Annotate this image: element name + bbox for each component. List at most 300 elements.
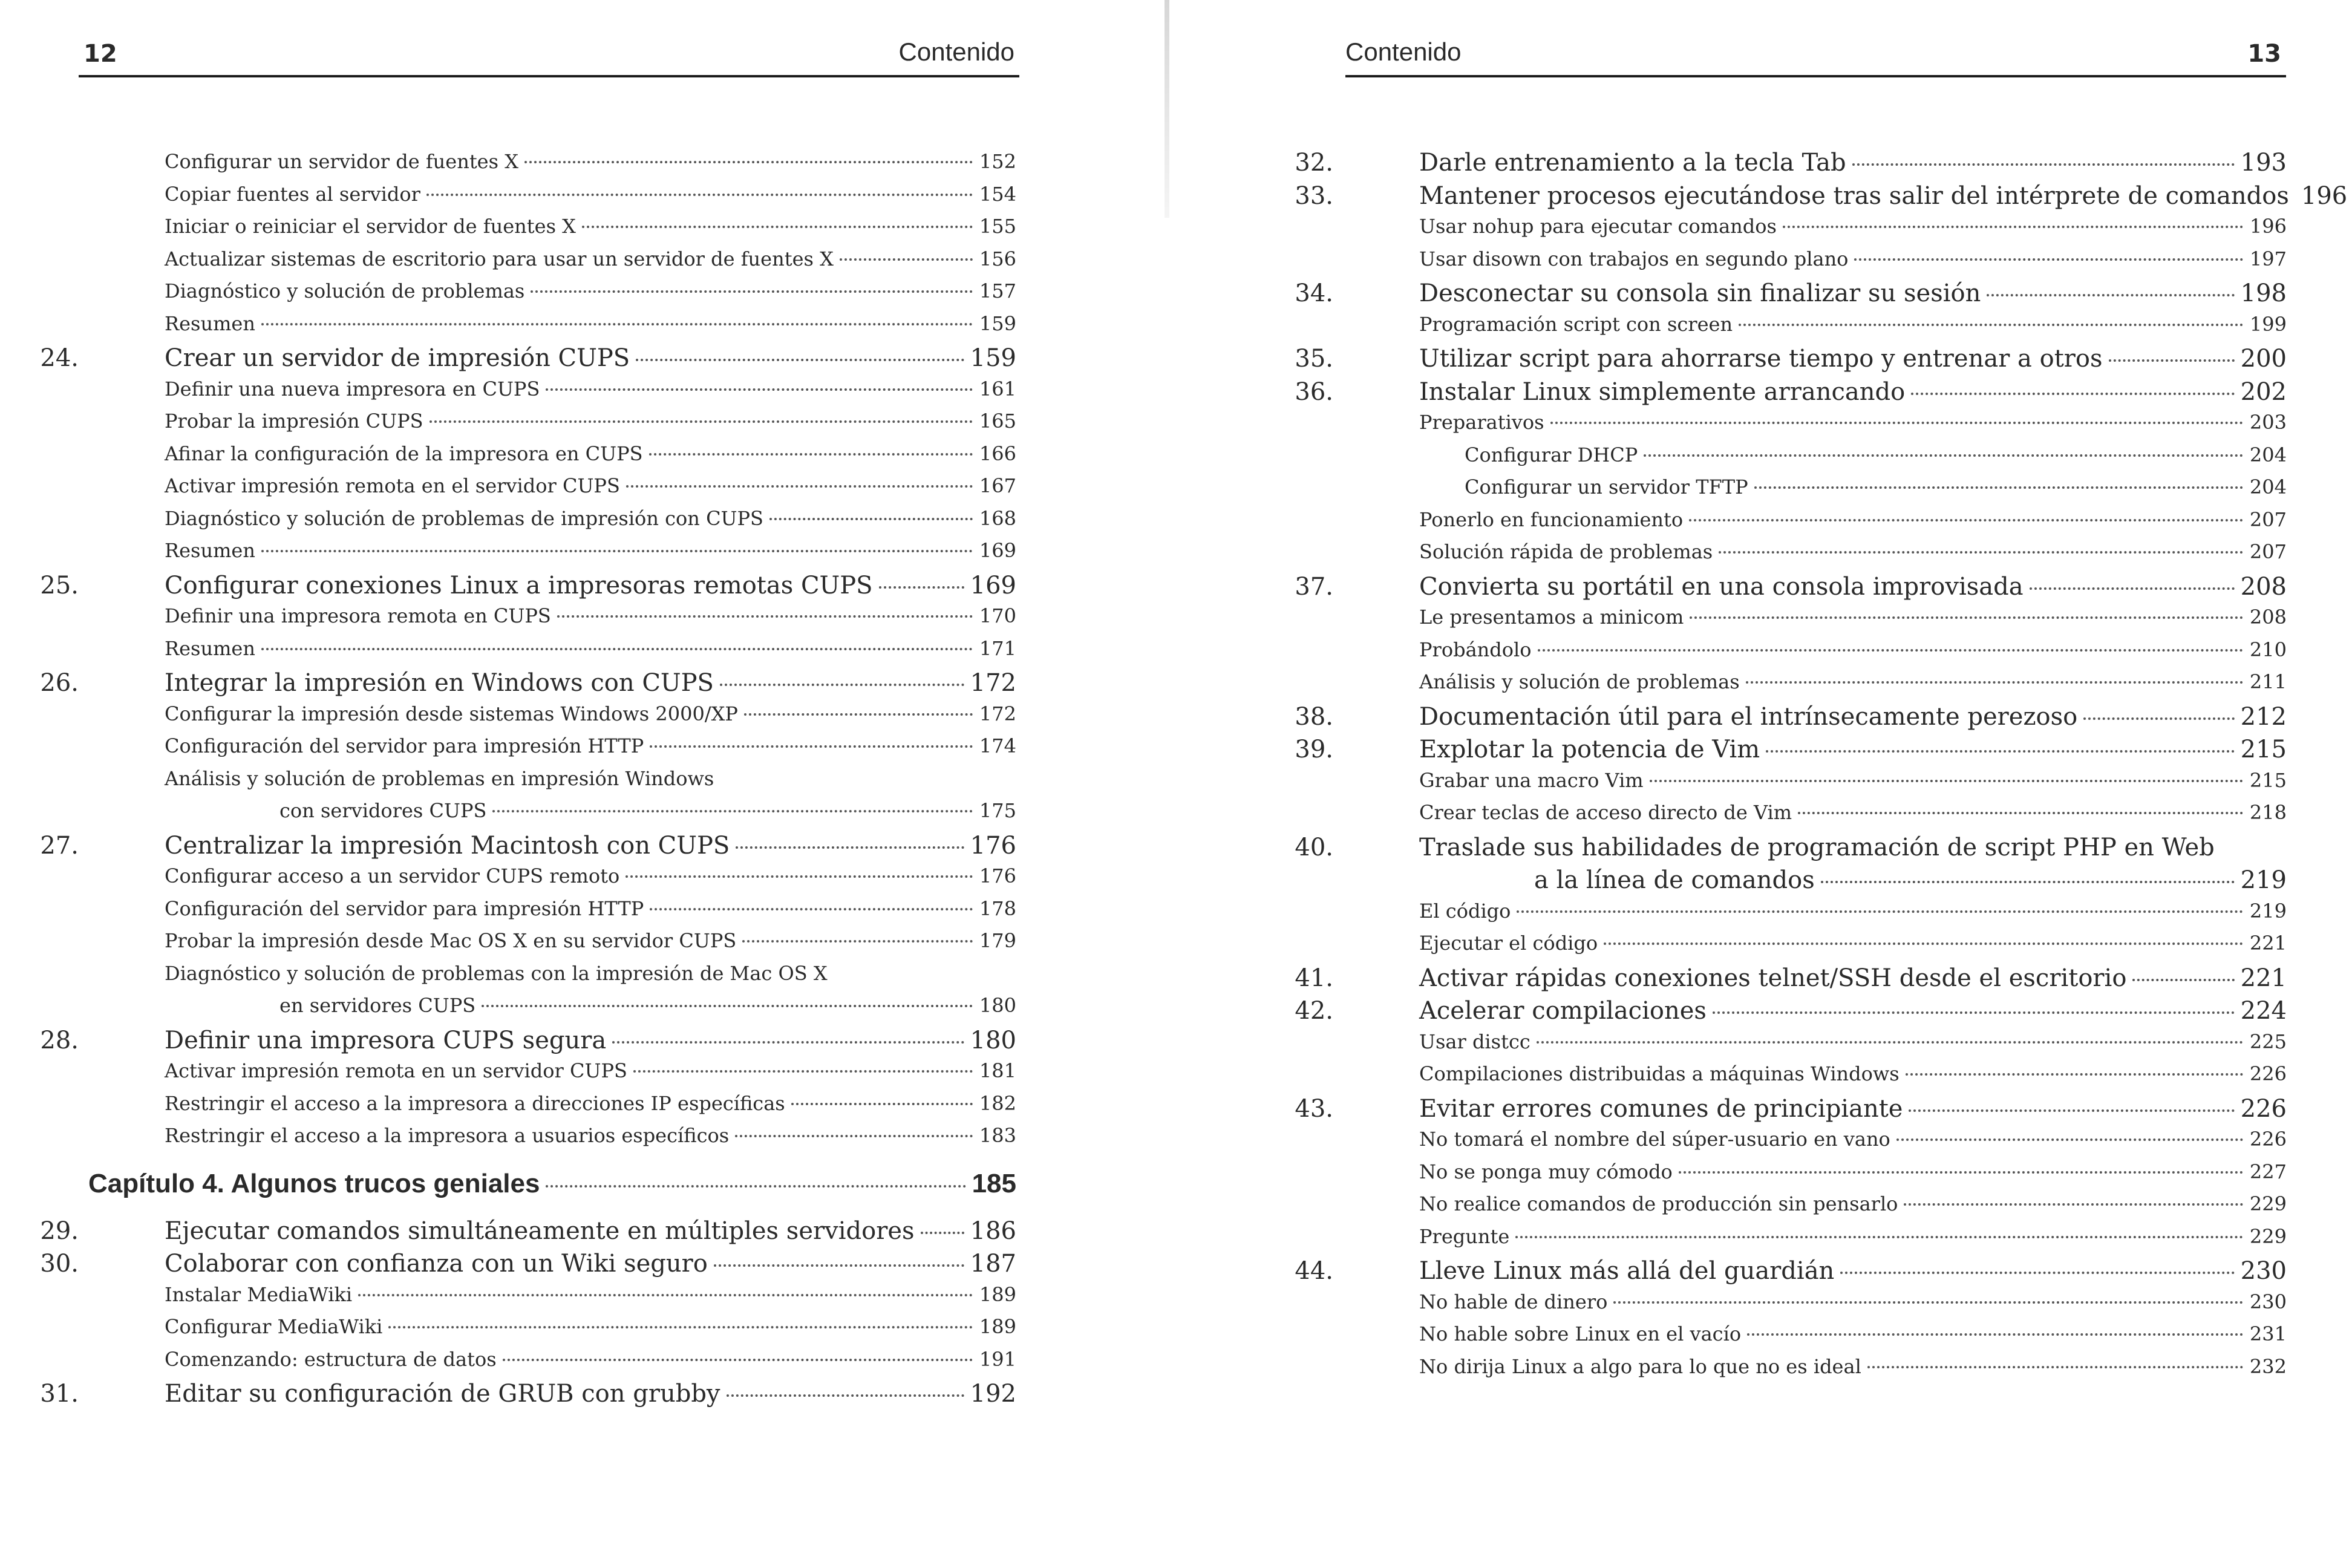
leader-dots <box>1906 1073 2243 1076</box>
entry-title: Compilaciones distribuidas a máquinas Windows <box>1419 1062 1900 1085</box>
section-number: 35. <box>1295 345 1333 373</box>
leader-dots <box>1537 1041 2243 1044</box>
toc-entry <box>1345 801 2287 834</box>
leader-dots <box>1650 780 2243 782</box>
toc-entry <box>1345 769 2287 802</box>
entry-title: Configuración del servidor para impresión HTTP <box>165 897 644 920</box>
entry-page-number: 210 <box>2249 638 2287 661</box>
leader-dots <box>1821 881 2235 883</box>
toc-entry <box>91 183 1016 215</box>
toc-section <box>1295 736 2287 769</box>
toc-section <box>1295 1094 2287 1128</box>
entry-title: Capítulo 4. Algunos trucos geniales <box>88 1168 540 1198</box>
leader-dots <box>626 485 973 488</box>
toc-section <box>40 669 1016 702</box>
entry-page-number: 191 <box>979 1347 1016 1371</box>
toc-section <box>1295 572 2287 606</box>
section-number: 24. <box>40 344 79 372</box>
entry-page-number: 189 <box>979 1282 1016 1306</box>
toc-section <box>1295 149 2287 182</box>
leader-dots <box>840 258 973 261</box>
leader-dots <box>921 1232 964 1234</box>
entry-title: Activar impresión remota en un servidor CUPS <box>165 1059 627 1082</box>
entry-page-number: 212 <box>2240 702 2287 731</box>
toc-entry <box>91 474 1016 507</box>
entry-page-number: 196 <box>2301 181 2348 210</box>
toc-entry <box>91 1315 1016 1348</box>
toc-entry <box>1345 900 2287 932</box>
entry-title: Solución rápida de problemas <box>1419 540 1713 563</box>
leader-dots <box>1679 1171 2243 1174</box>
entry-title: Integrar la impresión en Windows con CUPS <box>165 669 714 697</box>
page-number: 12 <box>83 40 117 68</box>
leader-dots <box>1550 422 2243 424</box>
toc-section <box>1295 1257 2287 1290</box>
toc-list <box>1295 149 2348 1387</box>
entry-page-number: 219 <box>2240 866 2287 894</box>
toc-entry <box>91 247 1016 280</box>
entry-page-number: 229 <box>2249 1224 2287 1248</box>
entry-title: Explotar la potencia de Vim <box>1419 736 1760 763</box>
section-number: 34. <box>1295 279 1333 307</box>
entry-page-number: 166 <box>979 442 1016 465</box>
entry-page-number: 165 <box>979 410 1016 433</box>
leader-dots <box>1867 1366 2243 1368</box>
entry-page-number: 196 <box>2249 215 2287 238</box>
leader-dots <box>430 420 973 423</box>
toc-entry <box>91 312 1016 345</box>
leader-dots <box>650 745 973 748</box>
entry-title: Centralizar la impresión Macintosh con CUPS <box>165 831 730 860</box>
section-number: 26. <box>40 669 79 697</box>
entry-title: Definir una impresora CUPS segura <box>165 1026 607 1054</box>
entry-title: Mantener procesos ejecutándose tras salir del intérprete de comandos <box>1419 181 2289 210</box>
entry-page-number: 231 <box>2249 1322 2287 1345</box>
leader-dots <box>2132 979 2234 981</box>
entry-title: Resumen <box>165 539 255 562</box>
toc-entry <box>1345 508 2287 541</box>
entry-page-number: 156 <box>979 247 1016 270</box>
entry-page-number: 179 <box>979 929 1016 952</box>
entry-page-number: 208 <box>2240 572 2287 601</box>
entry-title: Diagnóstico y solución de problemas con la impresión de Mac OS X <box>165 961 828 985</box>
section-number: 32. <box>1295 149 1333 177</box>
leader-dots <box>1798 812 2243 814</box>
leader-dots <box>1613 1301 2243 1304</box>
entry-title: No se ponga muy cómodo <box>1419 1160 1673 1183</box>
leader-dots <box>650 908 973 910</box>
toc-entry <box>91 604 1016 637</box>
entry-title: Configurar un servidor de fuentes X <box>165 150 518 173</box>
toc-entry <box>1345 313 2287 345</box>
entry-title: Análisis y solución de problemas <box>1419 670 1740 693</box>
entry-page-number: 200 <box>2240 345 2287 373</box>
leader-dots <box>1739 324 2243 326</box>
entry-page-number: 229 <box>2249 1192 2287 1215</box>
entry-title: Instalar MediaWiki <box>165 1282 353 1306</box>
entry-title: Utilizar script para ahorrarse tiempo y entrenar a otros <box>1419 345 2103 373</box>
toc-entry <box>91 1124 1016 1157</box>
entry-title: Traslade sus habilidades de programación de script PHP en Web <box>1419 833 2215 861</box>
entry-page-number: 171 <box>979 636 1016 660</box>
entry-page-number: 232 <box>2249 1354 2287 1378</box>
entry-page-number: 199 <box>2249 312 2287 336</box>
toc-section <box>1295 377 2287 411</box>
entry-title: Preparativos <box>1419 411 1544 434</box>
leader-dots <box>1644 454 2243 457</box>
toc-entry <box>91 1059 1016 1092</box>
leader-dots <box>649 453 973 456</box>
toc-entry <box>1345 1160 2287 1193</box>
entry-title: Ejecutar el código <box>1419 932 1598 955</box>
entry-title: Ponerlo en funcionamiento <box>1419 508 1684 531</box>
entry-page-number: 174 <box>979 734 1016 757</box>
entry-title: Comenzando: estructura de datos <box>165 1347 497 1371</box>
leader-dots <box>546 388 973 391</box>
toc-entry <box>91 1283 1016 1316</box>
leader-dots <box>1689 519 2243 521</box>
leader-dots <box>636 359 964 361</box>
entry-page-number: 152 <box>979 150 1016 173</box>
book-gutter <box>1165 0 1169 218</box>
entry-title: Activar rápidas conexiones telnet/SSH desde el escritorio <box>1419 964 2127 992</box>
entry-page-number: 154 <box>979 182 1016 206</box>
entry-title: Definir una impresora remota en CUPS <box>165 604 551 627</box>
leader-dots <box>1783 226 2243 228</box>
entry-title: Usar disown con trabajos en segundo plano <box>1419 247 1849 270</box>
leader-dots <box>482 1005 973 1007</box>
entry-title: No realice comandos de producción sin pensarlo <box>1419 1192 1898 1215</box>
running-header-title: Contenido <box>898 38 1014 66</box>
leader-dots <box>1517 910 2243 913</box>
toc-entry <box>91 215 1016 247</box>
toc-entry <box>1345 1322 2287 1355</box>
toc-entry <box>91 1348 1016 1380</box>
toc-section <box>1295 964 2287 998</box>
entry-page-number: 204 <box>2249 443 2287 466</box>
entry-title: No hable sobre Linux en el vacío <box>1419 1322 1742 1345</box>
entry-page-number: 193 <box>2240 149 2287 177</box>
leader-dots <box>1719 551 2243 554</box>
entry-title: Análisis y solución de problemas en impresión Windows <box>165 766 714 790</box>
toc-entry <box>91 734 1016 767</box>
entry-title: en servidores CUPS <box>279 994 476 1017</box>
entry-title: Configuración del servidor para impresión HTTP <box>165 734 644 757</box>
entry-title: Configurar DHCP <box>1465 443 1638 466</box>
toc-section <box>1295 997 2287 1030</box>
section-number: 25. <box>40 571 79 599</box>
entry-page-number: 204 <box>2249 475 2287 498</box>
toc-entry <box>91 1092 1016 1125</box>
entry-title: Usar distcc <box>1419 1030 1530 1053</box>
entry-title: Definir una nueva impresora en CUPS <box>165 377 540 400</box>
toc-entry <box>1345 866 2287 900</box>
toc-section <box>1295 702 2287 736</box>
entry-page-number: 169 <box>979 539 1016 562</box>
entry-title: Documentación útil para el intrínsecamente perezoso <box>1419 702 2078 731</box>
entry-page-number: 187 <box>970 1250 1016 1278</box>
section-number: 31. <box>40 1380 79 1408</box>
leader-dots <box>2109 359 2235 362</box>
entry-title: Convierta su portátil en una consola improvisada <box>1419 572 2024 601</box>
leader-dots <box>769 518 973 520</box>
toc-entry <box>1345 932 2287 964</box>
leader-dots <box>1754 486 2243 489</box>
entry-title: Usar nohup para ejecutar comandos <box>1419 215 1777 238</box>
section-number: 27. <box>40 831 79 860</box>
entry-page-number: 224 <box>2240 997 2287 1025</box>
entry-page-number: 168 <box>979 506 1016 530</box>
leader-dots <box>735 1135 973 1137</box>
entry-title: Pregunte <box>1419 1224 1510 1248</box>
toc-entry <box>1345 1225 2287 1258</box>
section-number: 43. <box>1295 1094 1333 1123</box>
entry-title: Probar la impresión desde Mac OS X en su servidor CUPS <box>165 929 737 952</box>
toc-entry <box>1345 1290 2287 1323</box>
entry-page-number: 176 <box>979 864 1016 887</box>
leader-dots <box>736 846 964 849</box>
entry-title: Editar su configuración de GRUB con grubby <box>165 1380 720 1408</box>
leader-dots <box>358 1294 973 1296</box>
leader-dots <box>426 194 973 196</box>
entry-title: Configurar acceso a un servidor CUPS remoto <box>165 864 620 887</box>
leader-dots <box>1987 294 2234 296</box>
leader-dots <box>492 810 973 812</box>
leader-dots <box>557 615 973 618</box>
entry-page-number: 167 <box>979 474 1016 497</box>
leader-dots <box>1515 1236 2243 1238</box>
entry-title: Crear teclas de acceso directo de Vim <box>1419 801 1792 824</box>
toc-section <box>40 831 1016 865</box>
entry-title: Configurar MediaWiki <box>165 1315 383 1338</box>
toc-list <box>40 150 1016 1413</box>
leader-dots <box>1911 393 2234 395</box>
section-number: 41. <box>1295 964 1333 992</box>
toc-entry <box>91 150 1016 183</box>
entry-page-number: 161 <box>979 377 1016 400</box>
entry-page-number: 219 <box>2249 899 2287 923</box>
entry-title: Grabar una macro Vim <box>1419 768 1644 792</box>
toc-section <box>1295 181 2348 215</box>
entry-title: Diagnóstico y solución de problemas de impresión con CUPS <box>165 506 763 530</box>
leader-dots <box>612 1041 964 1044</box>
entry-page-number: 226 <box>2240 1094 2287 1123</box>
leader-dots <box>261 550 973 552</box>
entry-title: Colaborar con confianza con un Wiki seguro <box>165 1250 708 1278</box>
toc-section <box>1295 345 2287 378</box>
leader-dots <box>261 648 973 650</box>
entry-title: Acelerar compilaciones <box>1419 997 1707 1025</box>
toc-section <box>40 1250 1016 1283</box>
toc-entry <box>91 799 1016 832</box>
section-number: 30. <box>40 1250 79 1278</box>
entry-title: Resumen <box>165 636 255 660</box>
toc-section <box>40 1380 1016 1413</box>
entry-title: Iniciar o reiniciar el servidor de fuentes X <box>165 215 576 238</box>
entry-page-number: 221 <box>2240 964 2287 992</box>
toc-entry <box>91 702 1016 735</box>
entry-title: Copiar fuentes al servidor <box>165 182 420 206</box>
toc-section <box>40 1026 1016 1060</box>
leader-dots <box>1713 1011 2235 1014</box>
toc-entry <box>1345 1030 2287 1063</box>
toc-entry <box>91 637 1016 670</box>
leader-dots <box>1854 258 2243 261</box>
leader-dots <box>633 1070 973 1073</box>
entry-title: No dirija Linux a algo para lo que no es ideal <box>1419 1354 1861 1378</box>
entry-page-number: 225 <box>2249 1030 2287 1053</box>
leader-dots <box>1538 649 2243 652</box>
entry-page-number: 157 <box>979 279 1016 302</box>
toc-entry <box>1345 443 2287 476</box>
toc-entry <box>91 442 1016 475</box>
toc-chapter <box>88 1169 1016 1207</box>
entry-title: Evitar errores comunes de principiante <box>1419 1094 1903 1123</box>
toc-entry <box>91 767 1016 800</box>
toc-entry <box>1345 215 2287 247</box>
toc-entry <box>1345 670 2287 703</box>
entry-page-number: 178 <box>979 897 1016 920</box>
leader-dots <box>1690 616 2243 619</box>
entry-page-number: 180 <box>979 994 1016 1017</box>
entry-page-number: 211 <box>2249 670 2287 693</box>
entry-page-number: 218 <box>2249 801 2287 824</box>
entry-page-number: 226 <box>2249 1062 2287 1085</box>
leader-dots <box>524 161 973 163</box>
toc-entry <box>91 897 1016 930</box>
entry-page-number: 159 <box>979 312 1016 335</box>
leader-dots <box>1904 1203 2243 1206</box>
section-number: 42. <box>1295 997 1333 1025</box>
entry-page-number: 185 <box>972 1168 1016 1198</box>
toc-section <box>40 1217 1016 1250</box>
entry-page-number: 227 <box>2249 1160 2287 1183</box>
section-number: 39. <box>1295 736 1333 763</box>
entry-page-number: 159 <box>970 344 1016 372</box>
leader-dots <box>714 1264 964 1267</box>
entry-page-number: 182 <box>979 1091 1016 1115</box>
entry-page-number: 208 <box>2249 606 2287 629</box>
toc-section <box>40 571 1016 605</box>
entry-page-number: 215 <box>2249 768 2287 792</box>
toc-entry <box>1345 411 2287 443</box>
leader-dots <box>546 1185 965 1187</box>
entry-title: Instalar Linux simplemente arrancando <box>1419 377 1906 406</box>
entry-page-number: 180 <box>970 1026 1016 1054</box>
toc-entry <box>91 864 1016 897</box>
toc-entry <box>1345 1128 2287 1160</box>
toc-entry <box>1345 247 2287 280</box>
running-header-title: Contenido <box>1345 38 1462 66</box>
leader-dots <box>388 1326 973 1328</box>
section-number: 44. <box>1295 1257 1333 1285</box>
page-number: 13 <box>2247 40 2281 68</box>
entry-page-number: 186 <box>970 1217 1016 1245</box>
entry-page-number: 230 <box>2249 1290 2287 1313</box>
section-number: 37. <box>1295 572 1333 601</box>
leader-dots <box>791 1103 973 1105</box>
leader-dots <box>720 684 964 686</box>
toc-entry <box>91 539 1016 572</box>
entry-page-number: 170 <box>979 604 1016 627</box>
entry-title: Configurar un servidor TFTP <box>1465 475 1748 498</box>
toc-entry <box>1345 1062 2287 1095</box>
leader-dots <box>1909 1109 2234 1112</box>
entry-page-number: 181 <box>979 1059 1016 1082</box>
entry-title: a la línea de comandos <box>1534 866 1815 894</box>
entry-page-number: 226 <box>2249 1128 2287 1151</box>
toc-entry <box>1345 540 2287 573</box>
section-number: 40. <box>1295 833 1333 861</box>
entry-title: No hable de dinero <box>1419 1290 1608 1313</box>
section-number: 36. <box>1295 377 1333 406</box>
entry-title: Programación script con screen <box>1419 312 1733 336</box>
toc-entry <box>1345 638 2287 671</box>
leader-dots <box>1896 1138 2243 1141</box>
leader-dots <box>2030 587 2235 590</box>
entry-page-number: 207 <box>2249 508 2287 531</box>
section-number: 29. <box>40 1217 79 1245</box>
entry-title: con servidores CUPS <box>279 799 487 822</box>
leader-dots <box>727 1394 964 1397</box>
entry-page-number: 176 <box>970 831 1016 860</box>
leader-dots <box>1747 1333 2243 1336</box>
leader-dots <box>742 940 973 942</box>
entry-title: Configurar conexiones Linux a impresoras remotas CUPS <box>165 571 873 599</box>
section-number: 28. <box>40 1026 79 1054</box>
entry-title: Le presentamos a minicom <box>1419 606 1684 629</box>
entry-title: Actualizar sistemas de escritorio para usar un servidor de fuentes X <box>165 247 834 270</box>
leader-dots <box>1604 942 2243 945</box>
leader-dots <box>744 713 973 716</box>
entry-title: Crear un servidor de impresión CUPS <box>165 344 630 372</box>
leader-dots <box>626 875 973 878</box>
toc-entry <box>1345 1355 2287 1388</box>
leader-dots <box>1766 750 2234 753</box>
entry-page-number: 198 <box>2240 279 2287 307</box>
entry-title: Ejecutar comandos simultáneamente en múltiples servidores <box>165 1217 915 1245</box>
entry-page-number: 169 <box>970 571 1016 599</box>
entry-page-number: 189 <box>979 1315 1016 1338</box>
entry-page-number: 197 <box>2249 247 2287 270</box>
entry-title: Desconectar su consola sin finalizar su sesión <box>1419 279 1981 307</box>
leader-dots <box>582 226 973 228</box>
toc-entry <box>91 279 1016 312</box>
toc-section <box>40 344 1016 377</box>
toc-entry <box>91 929 1016 962</box>
page-header <box>79 36 1019 77</box>
entry-title: Resumen <box>165 312 255 335</box>
leader-dots <box>2083 717 2234 720</box>
toc-entry <box>91 994 1016 1027</box>
entry-page-number: 155 <box>979 215 1016 238</box>
entry-title: Probándolo <box>1419 638 1532 661</box>
page-header <box>1345 36 2286 77</box>
entry-page-number: 172 <box>970 669 1016 697</box>
entry-title: Configurar la impresión desde sistemas Windows 2000/XP <box>165 702 738 725</box>
leader-dots <box>1852 163 2235 166</box>
entry-page-number: 175 <box>979 799 1016 822</box>
toc-entry <box>91 507 1016 540</box>
section-number: 33. <box>1295 181 1333 210</box>
entry-page-number: 202 <box>2240 377 2287 406</box>
toc-entry <box>91 962 1016 995</box>
entry-page-number: 207 <box>2249 540 2287 563</box>
toc-entry <box>91 410 1016 442</box>
entry-title: Darle entrenamiento a la tecla Tab <box>1419 149 1846 177</box>
leader-dots <box>879 586 964 589</box>
entry-title: Activar impresión remota en el servidor CUPS <box>165 474 620 497</box>
